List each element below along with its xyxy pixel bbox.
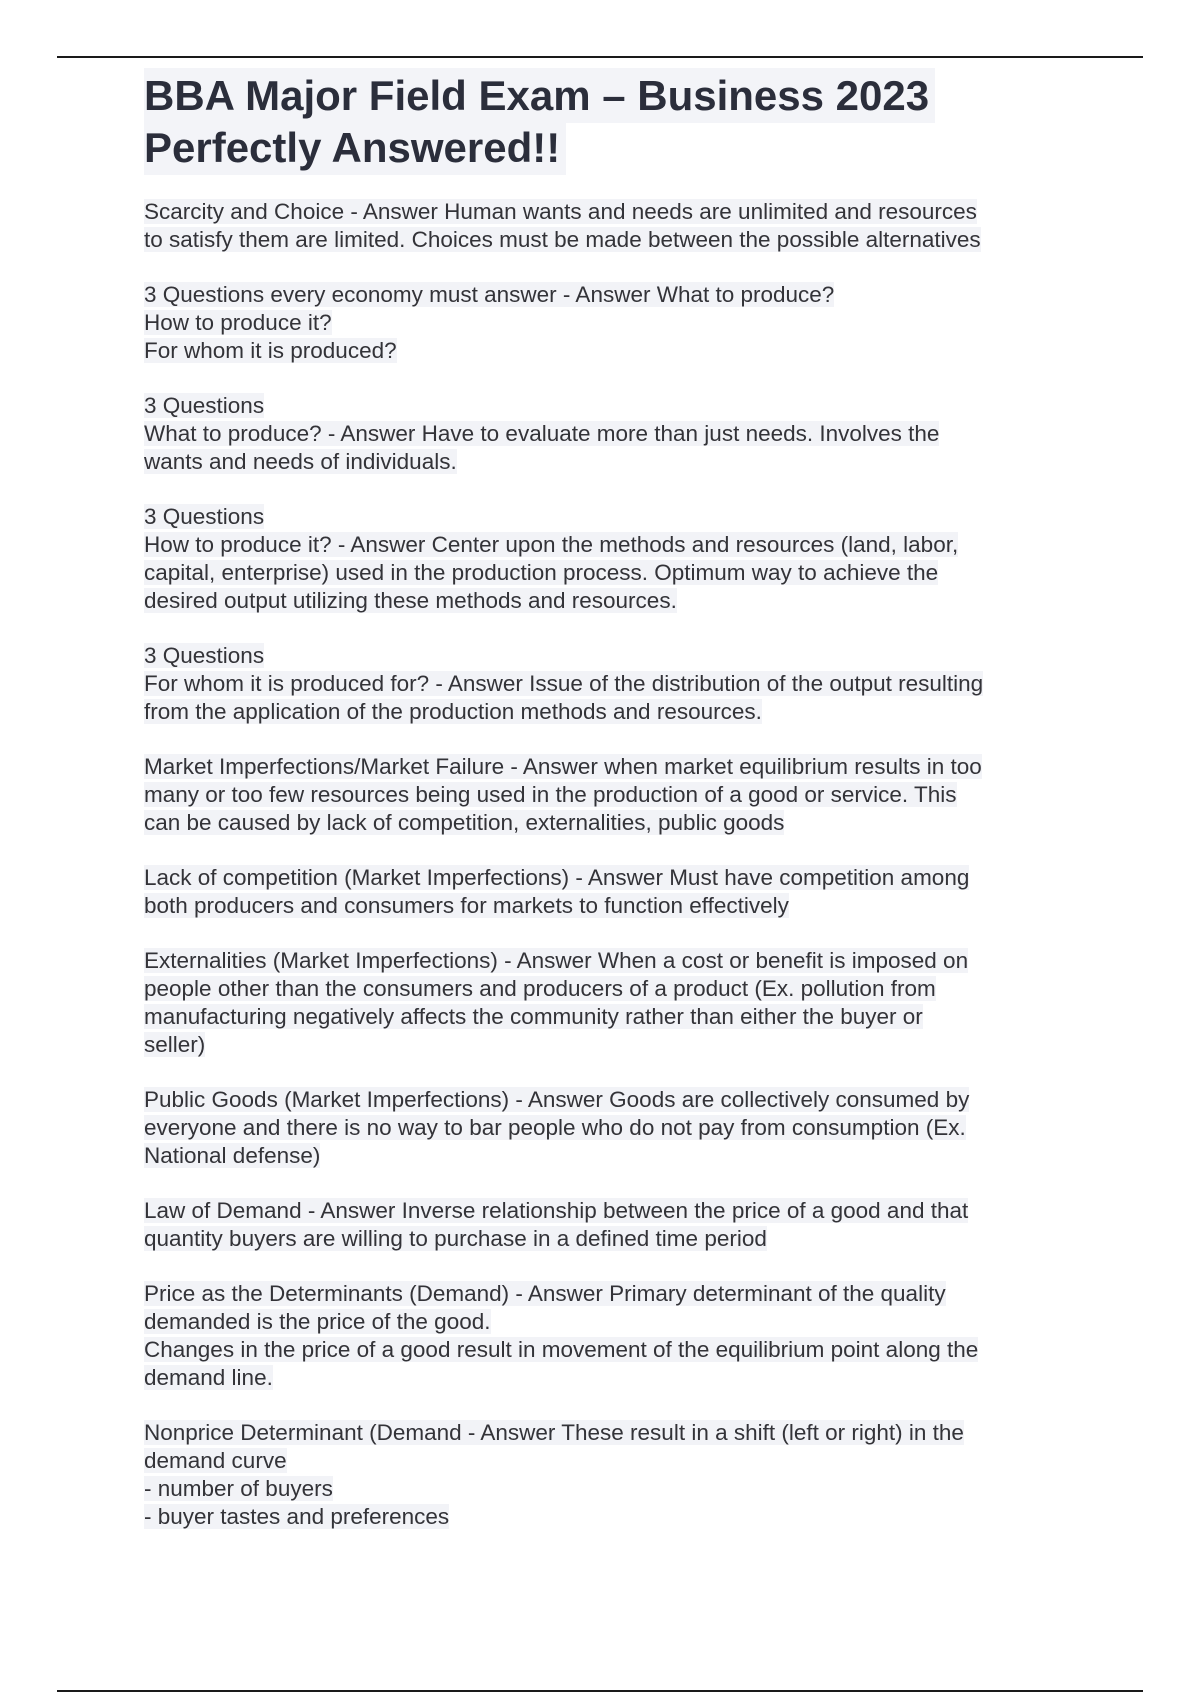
qa-line-text: 3 Questions [144,504,265,529]
top-rule [57,56,1143,58]
qa-line-text: Scarcity and Choice - Answer Human wants and needs are unlimited and resources [144,199,977,224]
qa-line-text: both producers and consumers for markets to function effectively [144,893,789,918]
qa-line-text: - number of buyers [144,1476,333,1501]
qa-line-text: everyone and there is no way to bar people who do not pay from consumption (Ex. [144,1115,966,1140]
qa-line [144,587,1059,615]
qa-line [144,1503,1059,1531]
qa-item [144,281,1059,365]
qa-line [144,337,1059,365]
qa-line-text: manufacturing negatively affects the community rather than either the buyer or [144,1004,923,1029]
qa-item [144,642,1059,726]
qa-line-text: demand curve [144,1448,287,1473]
qa-line-text: For whom it is produced for? - Answer Issue of the distribution of the output resulting [144,671,984,696]
qa-item [144,392,1059,476]
qa-line-text: quantity buyers are willing to purchase in a defined time period [144,1226,767,1251]
qa-line [144,420,1059,448]
qa-line [144,1197,1059,1225]
qa-line-text: people other than the consumers and producers of a product (Ex. pollution from [144,976,936,1001]
qa-line [144,226,1059,254]
qa-line-text: National defense) [144,1143,321,1168]
qa-line [144,975,1059,1003]
qa-line-text: to satisfy them are limited. Choices must be made between the possible alternatives [144,227,981,252]
qa-line [144,781,1059,809]
qa-line [144,809,1059,837]
qa-line [144,1225,1059,1253]
title-line-1: BBA Major Field Exam – Business 2023 [144,68,935,123]
document-title [144,70,1059,174]
qa-line [144,892,1059,920]
qa-line [144,1142,1059,1170]
qa-line-text: many or too few resources being used in the production of a good or service. This [144,782,957,807]
qa-line-text: capital, enterprise) used in the production process. Optimum way to achieve the [144,560,939,585]
qa-item [144,1419,1059,1531]
qa-line [144,198,1059,226]
qa-line [144,281,1059,309]
qa-line [144,1308,1059,1336]
qa-line [144,670,1059,698]
qa-line-text: - buyer tastes and preferences [144,1504,450,1529]
qa-line [144,864,1059,892]
qa-line-text: Price as the Determinants (Demand) - Answer Primary determinant of the quality [144,1281,946,1306]
qa-line-text: Law of Demand - Answer Inverse relationship between the price of a good and that [144,1198,969,1223]
qa-item [144,1086,1059,1170]
qa-line-text: How to produce it? [144,310,332,335]
qa-line-text: from the application of the production methods and resources. [144,699,762,724]
qa-line [144,1031,1059,1059]
qa-item [144,947,1059,1059]
qa-line [144,1447,1059,1475]
qa-item [144,198,1059,254]
qa-line-text: can be caused by lack of competition, externalities, public goods [144,810,785,835]
qa-line [144,448,1059,476]
qa-line-text: For whom it is produced? [144,338,397,363]
qa-line [144,1086,1059,1114]
qa-line [144,698,1059,726]
qa-line [144,531,1059,559]
qa-line-text: 3 Questions [144,643,265,668]
qa-line-text: seller) [144,1032,206,1057]
qa-item [144,753,1059,837]
document-page [144,70,1059,1558]
qa-line [144,503,1059,531]
qa-line-text: demanded is the price of the good. [144,1309,491,1334]
qa-line-text: wants and needs of individuals. [144,449,457,474]
qa-line [144,1114,1059,1142]
bottom-rule [57,1690,1143,1692]
qa-line [144,642,1059,670]
title-line-2: Perfectly Answered!! [144,120,566,175]
qa-line-text: Lack of competition (Market Imperfections) - Answer Must have competition among [144,865,970,890]
qa-line-text: 3 Questions [144,393,265,418]
qa-line [144,1364,1059,1392]
qa-line-text: 3 Questions every economy must answer - Answer What to produce? [144,282,835,307]
qa-line-text: Public Goods (Market Imperfections) - Answer Goods are collectively consumed by [144,1087,970,1112]
qa-line [144,947,1059,975]
qa-line [144,753,1059,781]
qa-item [144,503,1059,615]
qa-line-text: demand line. [144,1365,273,1390]
qa-line [144,309,1059,337]
qa-line [144,559,1059,587]
qa-line-text: Changes in the price of a good result in movement of the equilibrium point along the [144,1337,979,1362]
qa-line-text: Market Imperfections/Market Failure - Answer when market equilibrium results in too [144,754,982,779]
qa-line-text: Externalities (Market Imperfections) - Answer When a cost or benefit is imposed on [144,948,969,973]
qa-line [144,1280,1059,1308]
qa-line [144,392,1059,420]
qa-line [144,1003,1059,1031]
qa-line-text: Nonprice Determinant (Demand - Answer These result in a shift (left or right) in the [144,1420,964,1445]
qa-list [144,198,1059,1531]
qa-line-text: How to produce it? - Answer Center upon the methods and resources (land, labor, [144,532,959,557]
qa-line-text: desired output utilizing these methods and resources. [144,588,677,613]
qa-item [144,1280,1059,1392]
qa-item [144,1197,1059,1253]
qa-line [144,1336,1059,1364]
qa-item [144,864,1059,920]
qa-line [144,1475,1059,1503]
qa-line [144,1419,1059,1447]
qa-line-text: What to produce? - Answer Have to evaluate more than just needs. Involves the [144,421,940,446]
